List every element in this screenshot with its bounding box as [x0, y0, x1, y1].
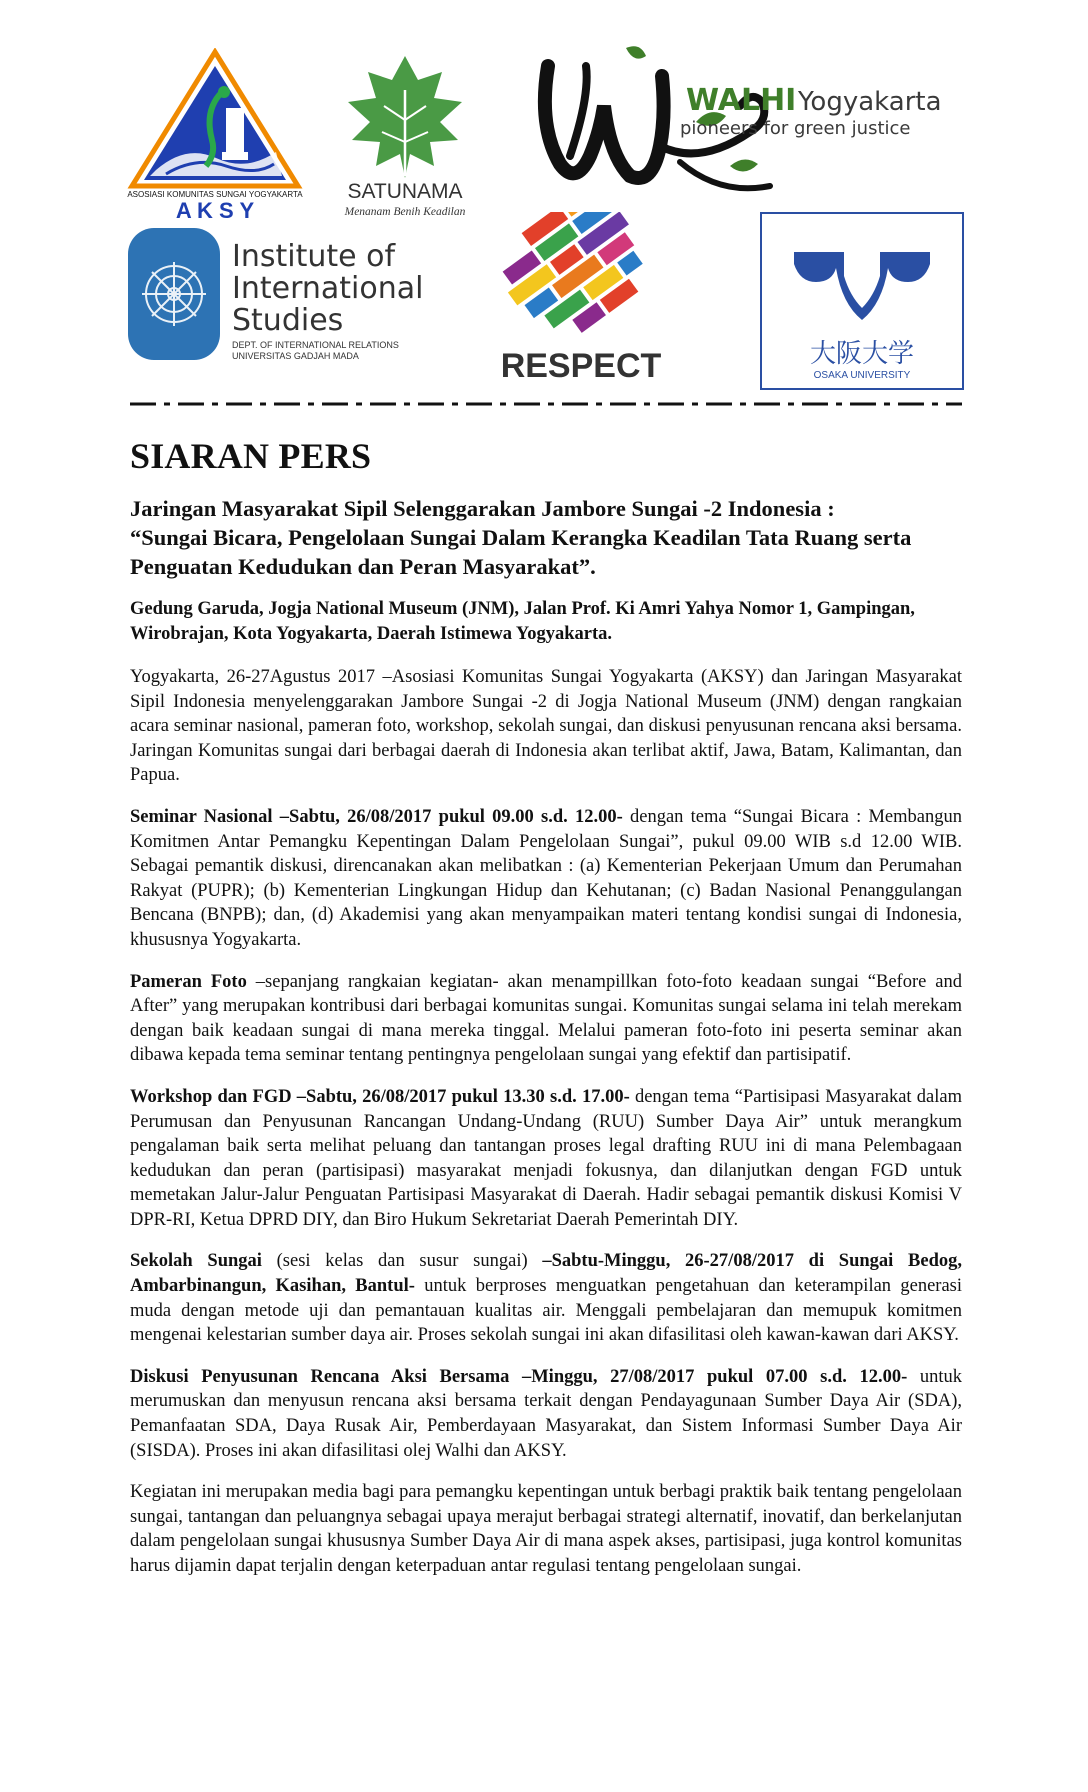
seminar-text: dengan tema “Sungai Bicara : Membangun Komitmen Antar Pemangku Kepentingan Dalam Pengelolaan Sungai”, pukul 09.00 WIB s.d 12.00 WIB. Sebagai pemantik diskusi, direncanakan akan melibatkan : (a) Kementerian Pekerjaan Umum dan Perumahan Rakyat (PUPR); (b) Kementerian Lingkungan Hidup dan Kehutanan; (c) Badan Nasional Penanggulangan Bencana (BNPB); dan, (d) Akademisi yang akan menyampaikan materi tentang kondisi sungai di Indonesia, khususnya Yogyakarta. — [130, 806, 962, 950]
svg-text:SATUNAMA: SATUNAMA — [347, 180, 463, 203]
sekolah-subtext: (sesi kelas dan susur sungai) — [261, 1251, 543, 1272]
workshop-paragraph — [130, 1085, 962, 1233]
seminar-paragraph — [130, 805, 962, 953]
pameran-text: –sepanjang rangkaian kegiatan- akan menampillkan foto-foto keadaan sungai “Before and After” yang merupakan kontribusi dari berbagai komunitas sungai. Komunitas sungai selama ini telah merekam dengan baik keadaan sungai di mana mereka tinggal. Melalui pameran foto-foto ini peserta seminar akan dibawa kepada tema seminar tentang pentingnya pengelolaan sungai yang efektif dan partisipatif. — [130, 971, 962, 1066]
seminar-heading: Seminar Nasional –Sabtu, 26/08/2017 pukul 09.00 s.d. 12.00- — [130, 806, 623, 827]
satunama-logo — [326, 50, 484, 220]
svg-text:Menanam Benih Keadilan: Menanam Benih Keadilan — [344, 206, 466, 218]
walhi-logo — [530, 36, 970, 212]
closing-paragraph: Kegiatan ini merupakan media bagi para pemangku kepentingan untuk berbagi praktik baik tentang pengelolaan sungai, tantangan dan peluangnya sebagai upaya merajut berbagai strategi alternatif, inovatif, dan berkelanjutan dalam pengelolaan sungai khususnya Sumber Daya Air di mana aspek akses, partisipasi, juga kontrol komunitas harus dijamin dapat terjalin dengan keterpaduan antar regulasi tentang pengelolaan sungai. — [130, 1482, 962, 1576]
svg-text:OSAKA UNIVERSITY: OSAKA UNIVERSITY — [813, 370, 911, 381]
aksy-logo — [126, 48, 304, 220]
press-release-body — [130, 436, 962, 1596]
event-venue: Gedung Garuda, Jogja National Museum (JNM), Jalan Prof. Ki Amri Yahya Nomor 1, Gampingan, Wirobrajan, Kota Yogyakarta, Daerah Istimewa Yogyakarta. — [130, 599, 915, 644]
subtitle-line2: “Sungai Bicara, Pengelolaan Sungai Dalam Kerangka Keadilan Tata Ruang serta Penguatan Kedudukan dan Peran Masyarakat”. — [130, 525, 912, 579]
svg-text:DEPT. OF INTERNATIONAL RELATIO: DEPT. OF INTERNATIONAL RELATIONS — [232, 340, 399, 350]
sekolah-schedule: –Sabtu-Minggu, 26-27/08/2017 di Sungai Bedog, Ambarbinangun, Kasihan, Bantul- — [130, 1251, 962, 1297]
svg-text:RESPECT: RESPECT — [500, 347, 662, 384]
respect-logo — [494, 212, 668, 384]
pameran-paragraph — [130, 970, 962, 1068]
svg-text:International: International — [232, 271, 424, 306]
pameran-heading: Pameran Foto — [130, 971, 247, 992]
diskusi-text: untuk merumuskan dan menyusun rencana aksi bersama terkait dengan Pendayagunaan Sumber Daya Air (SDA), Pemanfaatan SDA, Daya Rusak Air, Pemberdayaan Masyarakat, dan Sistem Informasi Sumber Daya Air (SISDA). Proses ini akan difasilitasi olej Walhi dan AKSY. — [130, 1366, 963, 1461]
sekolah-text: untuk berproses menguatkan pengetahuan dan keterampilan generasi muda dengan metode uji dan pemantauan kualitas air. Menggali pembelajaran dan memupuk komitmen mengenai kelestarian sumber daya air. Proses sekolah sungai ini akan difasilitasi oleh kawan-kawan dari AKSY. — [130, 1276, 963, 1346]
svg-text:Institute of: Institute of — [232, 239, 396, 274]
svg-text:Yogyakarta: Yogyakarta — [798, 87, 942, 117]
iis-ugm-logo — [128, 228, 446, 378]
document-subtitle — [130, 494, 962, 581]
svg-text:WALHI: WALHI — [686, 83, 797, 118]
svg-text:ASOSIASI KOMUNITAS SUNGAI YOGY: ASOSIASI KOMUNITAS SUNGAI YOGYAKARTA — [127, 190, 303, 199]
svg-text:大阪大学: 大阪大学 — [809, 339, 915, 369]
svg-text:UNIVERSITAS GADJAH MADA: UNIVERSITAS GADJAH MADA — [232, 351, 359, 361]
diskusi-heading: Diskusi Penyusunan Rencana Aksi Bersama –Minggu, 27/08/2017 pukul 07.00 s.d. 12.00- — [130, 1366, 908, 1387]
workshop-text: dengan tema “Partisipasi Masyarakat dalam Perumusan dan Penyusunan Rancangan Undang-Undang (RUU) Sumber Daya Air” untuk merangkum pengalaman baik serta melihat peluang dan tantangan proses legal drafting RUU ini di mana Pelembagaan kedudukan dan peran (partisipasi) masyarakat menjadi fokusnya, dan dilanjutkan dengan FGD untuk memetakan Jalur-Jalur Penguatan Partisipasi Masyarakat di Daerah. Hadir sebagai pemantik diskusi Komisi V DPR-RI, Ketua DPRD DIY, dan Biro Hukum Sekretariat Daerah Pemerintah DIY. — [130, 1086, 962, 1230]
subtitle-line1: Jaringan Masyarakat Sipil Selenggarakan Jambore Sungai -2 Indonesia : — [130, 496, 835, 521]
svg-text:Studies: Studies — [232, 303, 344, 338]
sekolah-heading: Sekolah Sungai — [130, 1251, 262, 1272]
diskusi-paragraph — [130, 1365, 962, 1463]
osaka-university-logo — [760, 212, 964, 390]
svg-text:A K S Y: A K S Y — [175, 198, 255, 220]
intro-paragraph: Yogyakarta, 26-27Agustus 2017 –Asosiasi Komunitas Sungai Yogyakarta (AKSY) dan Jaringan Masyarakat Sipil Indonesia menyelenggarakan Jambore Sungai -2 di Jogja National Museum (JNM) dengan rangkaian acara seminar nasional, pameran foto, workshop, sekolah sungai, dan diskusi penyusunan rencana aksi bersama. Jaringan Komunitas sungai dari berbagai daerah di Indonesia akan terlibat aktif, Jawa, Batam, Kalimantan, dan Papua. — [130, 667, 962, 786]
workshop-heading: Workshop dan FGD –Sabtu, 26/08/2017 pukul 13.30 s.d. 17.00- — [130, 1086, 630, 1107]
document-heading: SIARAN PERS — [130, 436, 372, 476]
sekolah-paragraph — [130, 1249, 962, 1347]
header-divider — [130, 400, 962, 408]
svg-text:pioneers for green justice: pioneers for green justice — [680, 118, 911, 139]
